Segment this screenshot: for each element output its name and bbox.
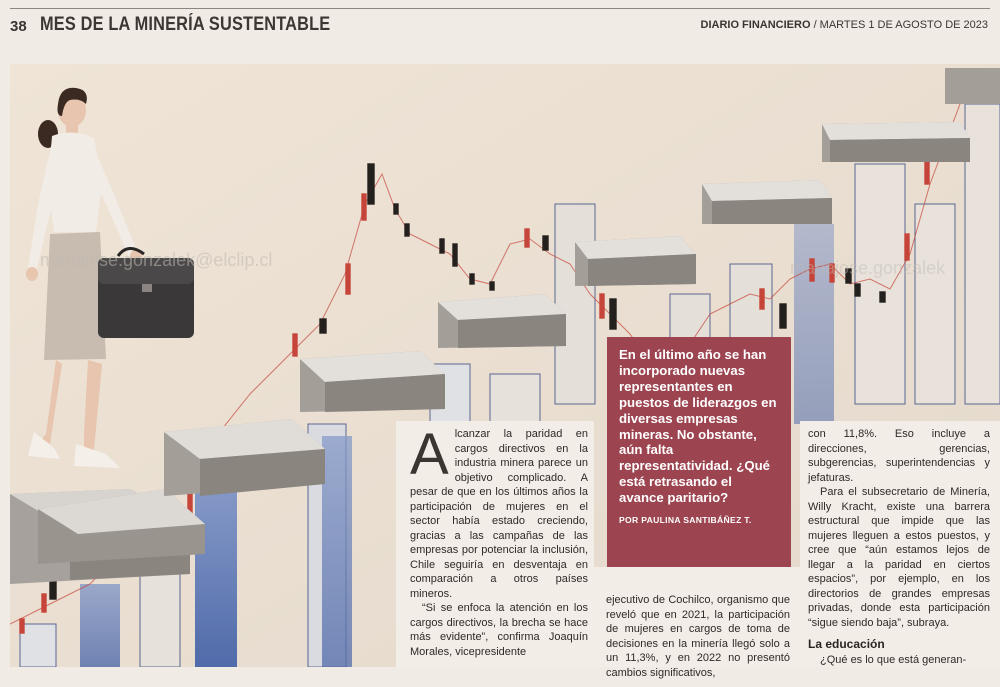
callout-box: [607, 337, 791, 567]
drop-cap: A: [410, 422, 449, 487]
article-paragraph: ¿Qué es lo que está generan-: [820, 653, 967, 666]
svg-text:mariajose.gonzalek@elclip.cl: mariajose.gonzalek@elclip.cl: [40, 250, 273, 270]
article-column-1: [396, 421, 594, 667]
article-column-2: [594, 567, 800, 679]
article-paragraph: con 11,8%. Eso incluye a direcciones, gerencias, subgerencias, superintendencias y jefaturas.: [808, 428, 990, 484]
byline: POR PAULINA SANTIBÁÑEZ T.: [619, 515, 752, 526]
article-paragraph: “Si se enfoca la atención en los cargos directivos, la brecha se hace más evidente”, confirma Joaquín Morales, vicepresidente: [410, 602, 588, 658]
article-paragraph: lcanzar la paridad en cargos directivos en la industria minera parece un objetivo complicado. A pesar de que en los últimos años la participación de mujeres en el sector había estado creciendo, gracias a las campañas de las empresas por potenciar la inclusión, Chile seguiría en desventaja en comparación a otros países mineros.: [410, 428, 588, 600]
callout-lead: En el último año se han incorporado nuevas representantes en puestos de liderazgos en diversas empresas mineras. No obstante, aún falta representatividad. ¿Qué está retrasando el avance paritario?: [619, 347, 777, 506]
svg-text:mariajose.gonzalek: mariajose.gonzalek: [790, 258, 946, 278]
dateline: [701, 19, 989, 31]
section-title: MES DE LA MINERÍA SUSTENTABLE: [40, 14, 331, 35]
top-rule: [10, 8, 990, 9]
article-column-3: [800, 421, 1000, 667]
masthead: [0, 0, 1000, 58]
article-paragraph: ejecutivo de Cochilco, organismo que reveló que en 2021, la participación de mujeres en cargos de toma de decisiones en la minería llegó solo a un 11,3%, y en 2022 no presentó cambios significativos,: [606, 594, 790, 679]
publication-date: / MARTES 1 DE AGOSTO DE 2023: [813, 19, 988, 31]
subheading: La educación: [808, 637, 885, 651]
article-paragraph: Para el subsecretario de Minería, Willy Kracht, existe una barrera estructural que impide que las mujeres lleguen a estos puestos, y cree que “aún estamos lejos de llegar a la paridad en ciertos espacios”, por ejemplo, en los directorios de grandes empresas privadas, donde esta participación “sigue siendo baja”, subraya.: [808, 486, 990, 629]
page-number: 38: [10, 18, 27, 35]
publication-name: DIARIO FINANCIERO: [700, 19, 811, 31]
